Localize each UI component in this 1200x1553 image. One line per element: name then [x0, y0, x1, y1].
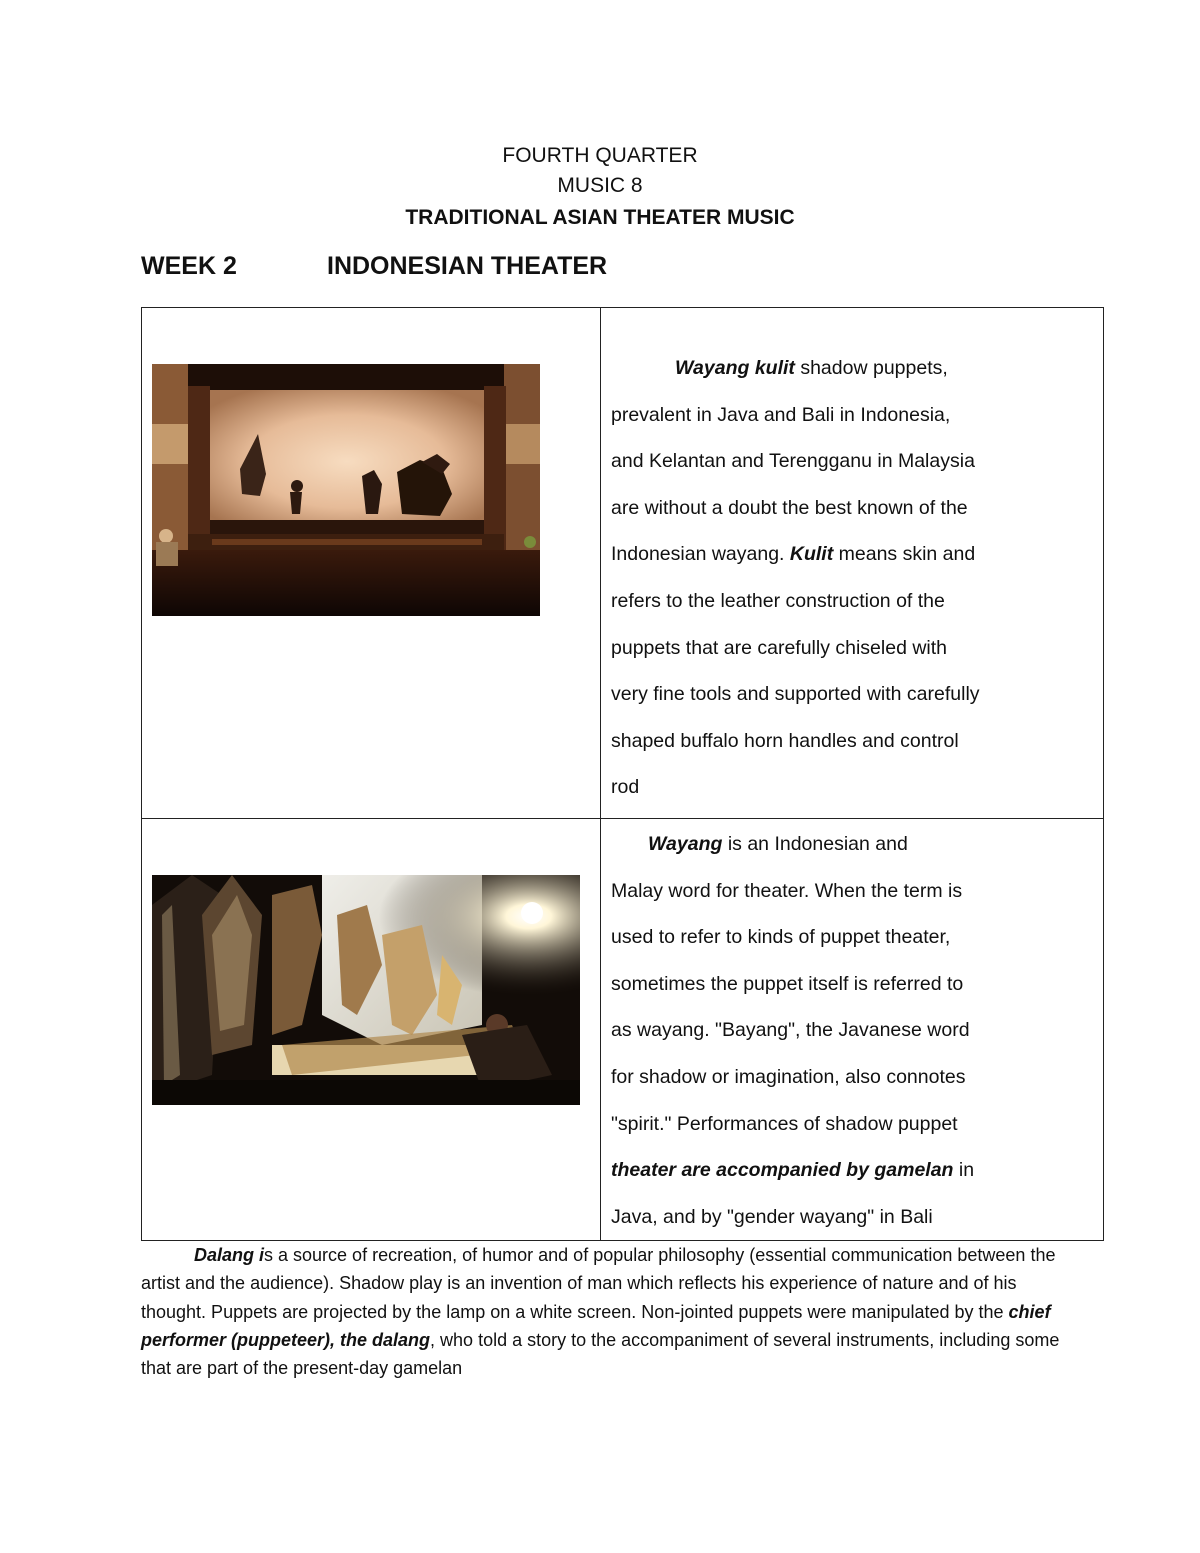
- content-table: [141, 307, 1104, 1241]
- shadow-puppet-stage-photo: [152, 364, 540, 616]
- wayang-paragraph: Wayang is an Indonesian and Malay word for theater. When the term is used to refer to kinds of puppet theater, sometimes the puppet itself is referred to as wayang. "Bayang", the Javanese word for shadow or imagination, also connotes "spirit." Performances of shadow puppet theater are accompanied by gamelan in Java, and by "gender wayang" in Bali: [611, 833, 975, 1228]
- puppeteer-performance-photo: [152, 875, 580, 1105]
- wayang-kulit-paragraph: Wayang kulit shadow puppets, prevalent in Java and Bali in Indonesia, and Kelantan and Terengganu in Malaysia are without a doubt the best known of the Indonesian wayang. Kulit means skin and refers to the leather construction of the puppets that are carefully chiseled with very fine tools and supported with carefully shaped buffalo horn handles and control rod: [611, 357, 980, 799]
- gamelan-term: theater are accompanied by gamelan: [611, 1159, 954, 1182]
- kulit-term: Kulit: [789, 543, 834, 566]
- week-heading: [141, 252, 607, 281]
- subject-heading: MUSIC 8: [557, 174, 643, 197]
- quarter-heading: FOURTH QUARTER: [502, 144, 698, 167]
- text-cell: [601, 308, 1104, 819]
- document-header: [0, 141, 1200, 235]
- dalang-paragraph: Dalang is a source of recreation, of humor and of popular philosophy (essential communication between the artist and the audience). Shadow play is an invention of man which reflects his experience of nature and of his thought. Puppets are projected by the lamp on a white screen. Non-jointed puppets were manipulated by the chief performer (puppeteer), the dalang, who told a story to the accompaniment of several instruments, including some that are part of the present-day gamelan: [141, 1245, 1060, 1379]
- dalang-term: Dalang i: [194, 1245, 265, 1265]
- table-row: [142, 819, 1104, 1241]
- chief-performer-term: chief performer (puppeteer), the dalang: [141, 1301, 1051, 1350]
- wayang-kulit-term: Wayang kulit: [675, 357, 795, 379]
- image-cell: [142, 308, 601, 819]
- week-title: INDONESIAN THEATER: [327, 252, 608, 280]
- image-cell: [142, 819, 601, 1241]
- text-cell: [601, 819, 1104, 1241]
- topic-heading: TRADITIONAL ASIAN THEATER MUSIC: [405, 206, 795, 229]
- wayang-term: Wayang: [648, 833, 723, 855]
- week-label: WEEK 2: [141, 252, 237, 280]
- table-row: [142, 308, 1104, 819]
